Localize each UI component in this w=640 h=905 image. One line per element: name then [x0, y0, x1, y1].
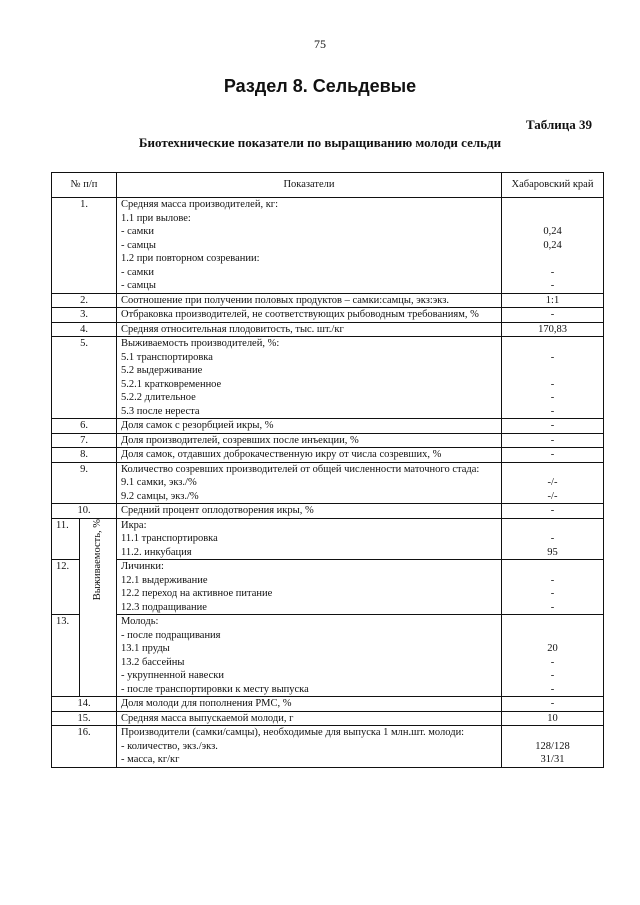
- table-row: [52, 293, 604, 308]
- row-line: 5.3 после нереста: [121, 405, 200, 417]
- table-header-row: [52, 173, 604, 198]
- row-value-line: [506, 364, 599, 378]
- row-value-line: -: [550, 392, 555, 403]
- row-value-line: -: [550, 266, 555, 278]
- row-value-line: [506, 212, 599, 226]
- row-indicator: Средняя относительная плодовитость, тыс. шт./кг: [117, 322, 502, 337]
- row-number: 14.: [52, 697, 117, 712]
- row-number: 11.: [52, 518, 80, 560]
- row-indicator: Доля молоди для пополнения РМС, %: [117, 697, 502, 712]
- row-value-line: [506, 252, 599, 266]
- row-line: 11.1 транспортировка: [121, 533, 218, 544]
- row-number: 7.: [52, 433, 117, 448]
- row-value-line: [506, 726, 599, 740]
- row-line: 13.2 бассейны: [121, 656, 185, 668]
- table-row: [52, 518, 604, 560]
- row-line: - укрупненной навески: [121, 670, 224, 681]
- row-value-line: -/-: [547, 477, 558, 488]
- row-value: 10: [502, 711, 604, 726]
- row-line: Выживаемость производителей, %:: [121, 338, 280, 349]
- row-line: 12.1 выдерживание: [121, 574, 208, 586]
- row-value-line: -: [550, 533, 555, 544]
- row-value: 1:1: [502, 293, 604, 308]
- table-row: [52, 462, 604, 504]
- table-row: [52, 337, 604, 419]
- row-value: 170,83: [502, 322, 604, 337]
- row-value-line: -: [550, 405, 555, 417]
- row-indicator: [117, 726, 502, 768]
- row-value-line: -: [550, 601, 555, 613]
- section-title: Раздел 8. Сельдевые: [223, 76, 417, 96]
- row-value-line: -: [550, 683, 555, 695]
- row-value-line: [506, 198, 599, 212]
- row-value-line: -: [550, 670, 555, 681]
- row-value-line: [506, 463, 599, 477]
- row-number: 8.: [52, 448, 117, 463]
- header-region: Хабаровский край: [502, 173, 604, 198]
- row-indicator: [117, 518, 502, 560]
- row-indicator: [117, 462, 502, 504]
- row-number: 13.: [52, 615, 80, 697]
- table-row: [52, 308, 604, 323]
- table-row: [52, 504, 604, 519]
- row-line: 1.2 при повторном созревании:: [121, 253, 260, 264]
- row-line: 5.2 выдерживание: [121, 365, 203, 376]
- row-line: - после транспортировки к месту выпуска: [121, 683, 309, 695]
- row-value: [502, 198, 604, 294]
- row-value-line: 0,24: [543, 239, 562, 251]
- row-value-line: 20: [547, 643, 558, 654]
- row-indicator: Соотношение при получении половых продуктов – самки:самцы, экз:экз.: [117, 293, 502, 308]
- row-line: 12.2 переход на активное питание: [121, 588, 273, 599]
- table-row: [52, 198, 604, 294]
- table-number: Таблица 39: [525, 117, 592, 132]
- row-indicator: [117, 560, 502, 615]
- row-line: 9.2 самцы, экз./%: [121, 490, 199, 502]
- row-line: 13.1 пруды: [121, 643, 170, 654]
- row-line: Количество созревших производителей от общей численности маточного стада:: [121, 463, 480, 475]
- row-line: Производители (самки/самцы), необходимые для выпуска 1 млн.шт. молоди:: [121, 727, 465, 738]
- row-value-line: -/-: [547, 490, 558, 502]
- row-line: Икра:: [121, 519, 147, 531]
- table-row: [52, 560, 604, 615]
- row-value-line: -: [550, 588, 555, 599]
- row-line: - после подращивания: [121, 629, 221, 641]
- row-value: [502, 462, 604, 504]
- row-value-line: -: [550, 280, 555, 291]
- side-label-text: Выживаемость, %: [92, 518, 104, 600]
- row-value-line: -: [550, 656, 555, 668]
- row-value: -: [502, 504, 604, 519]
- row-line: - масса, кг/кг: [121, 754, 180, 765]
- row-value-line: -: [550, 574, 555, 586]
- row-value: [502, 518, 604, 560]
- row-value-line: 95: [547, 546, 558, 558]
- row-indicator: Отбраковка производителей, не соответствующих рыбоводным требованиям, %: [117, 308, 502, 323]
- row-value-line: [506, 629, 599, 643]
- row-line: - самки: [121, 226, 154, 237]
- row-value: -: [502, 448, 604, 463]
- row-indicator: Доля самок с резорбцией икры, %: [117, 419, 502, 434]
- row-value-line: [506, 337, 599, 351]
- row-line: - самцы: [121, 239, 156, 251]
- row-number: 16.: [52, 726, 117, 768]
- row-value: -: [502, 308, 604, 323]
- table-row: [52, 433, 604, 448]
- header-indicator: Показатели: [117, 173, 502, 198]
- row-number: 15.: [52, 711, 117, 726]
- table-row: [52, 711, 604, 726]
- row-line: 5.2.1 кратковременное: [121, 378, 222, 390]
- row-value: -: [502, 697, 604, 712]
- table-row: [52, 322, 604, 337]
- table-row: [52, 615, 604, 697]
- row-indicator: [117, 198, 502, 294]
- row-line: Средняя масса производителей, кг:: [121, 199, 279, 210]
- data-table: [51, 172, 604, 768]
- row-value: [502, 560, 604, 615]
- row-number: 3.: [52, 308, 117, 323]
- row-line: 9.1 самки, экз./%: [121, 477, 197, 488]
- row-number: 2.: [52, 293, 117, 308]
- row-indicator: Средняя масса выпускаемой молоди, г: [117, 711, 502, 726]
- table-row: [52, 419, 604, 434]
- row-indicator: Доля самок, отдавших доброкачественную икру от числа созревших, %: [117, 448, 502, 463]
- row-value-line: -: [550, 351, 555, 363]
- row-value: [502, 615, 604, 697]
- row-number: 5.: [52, 337, 117, 419]
- row-line: 12.3 подращивание: [121, 601, 207, 613]
- row-line: - самцы: [121, 280, 156, 291]
- row-value-line: -: [550, 378, 555, 390]
- row-value: [502, 726, 604, 768]
- row-line: Молодь:: [121, 616, 159, 627]
- row-number: 12.: [52, 560, 80, 615]
- page-number: 75: [314, 37, 326, 51]
- row-indicator: Доля производителей, созревших после инъекции, %: [117, 433, 502, 448]
- row-number: 4.: [52, 322, 117, 337]
- survival-side-label: [80, 518, 117, 697]
- row-number: 9.: [52, 462, 117, 504]
- row-line: 5.1 транспортировка: [121, 351, 213, 363]
- row-value-line: 128/128: [535, 740, 570, 752]
- row-value-line: [506, 560, 599, 574]
- row-indicator: [117, 615, 502, 697]
- table-row: [52, 726, 604, 768]
- row-indicator: [117, 337, 502, 419]
- row-line: Личинки:: [121, 561, 164, 572]
- row-value-line: [506, 615, 599, 629]
- row-line: 11.2. инкубация: [121, 546, 192, 558]
- table-caption: Биотехнические показатели по выращиванию молоди сельди: [138, 135, 502, 150]
- row-value-line: 31/31: [540, 754, 565, 765]
- row-value-line: [506, 519, 599, 533]
- row-line: 1.1 при вылове:: [121, 212, 191, 224]
- row-value: -: [502, 433, 604, 448]
- row-line: - количество, экз./экз.: [121, 740, 218, 752]
- row-number: 10.: [52, 504, 117, 519]
- row-value-line: 0,24: [543, 226, 562, 237]
- table-row: [52, 448, 604, 463]
- row-line: 5.2.2 длительное: [121, 392, 196, 403]
- row-number: 6.: [52, 419, 117, 434]
- row-value: [502, 337, 604, 419]
- row-indicator: Средний процент оплодотворения икры, %: [117, 504, 502, 519]
- row-line: - самки: [121, 266, 154, 278]
- header-num: № п/п: [52, 173, 117, 198]
- row-number: 1.: [52, 198, 117, 294]
- table-row: [52, 697, 604, 712]
- row-value: -: [502, 419, 604, 434]
